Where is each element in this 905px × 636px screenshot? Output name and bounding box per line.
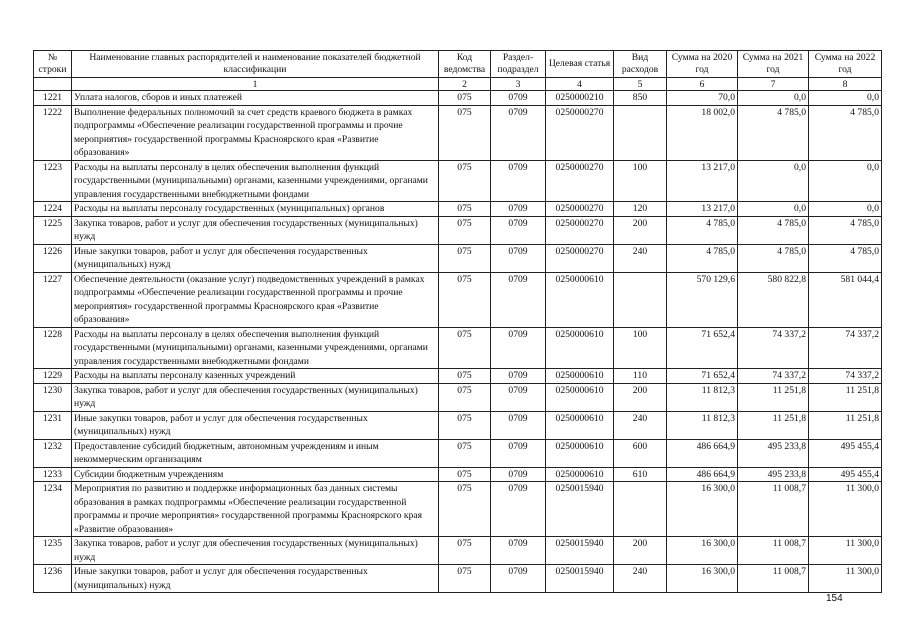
row-sum-2021: 11 008,7 [738, 537, 809, 565]
row-name: Иные закупки товаров, работ и услуг для обеспечения государственных (муниципальных) нужд [72, 244, 439, 272]
row-sum-2022: 495 455,4 [809, 439, 882, 467]
row-sum-2022: 11 300,0 [809, 482, 882, 537]
row-section: 0709 [491, 537, 546, 565]
table-row [34, 467, 882, 482]
table-row [34, 439, 882, 467]
row-number: 1233 [34, 467, 72, 482]
row-sum-2021: 11 251,8 [738, 411, 809, 439]
column-number: 2 [439, 78, 491, 91]
row-sum-2020: 13 217,0 [667, 160, 738, 202]
row-sum-2021: 4 785,0 [738, 244, 809, 272]
row-dept-code: 075 [439, 272, 491, 327]
row-expense-kind: 120 [614, 202, 667, 217]
row-sum-2021: 4 785,0 [738, 216, 809, 244]
row-number: 1226 [34, 244, 72, 272]
row-number: 1222 [34, 105, 72, 160]
table-row [34, 272, 882, 327]
row-sum-2020: 486 664,9 [667, 439, 738, 467]
row-name: Предоставление субсидий бюджетным, автономным учреждениям и иным некоммерческим организациям [72, 439, 439, 467]
row-target-article: 0250000270 [546, 216, 614, 244]
row-section: 0709 [491, 272, 546, 327]
row-section: 0709 [491, 369, 546, 384]
row-sum-2022: 495 455,4 [809, 467, 882, 482]
row-section: 0709 [491, 439, 546, 467]
row-dept-code: 075 [439, 467, 491, 482]
row-number: 1224 [34, 202, 72, 217]
row-sum-2022: 11 300,0 [809, 565, 882, 593]
row-name: Закупка товаров, работ и услуг для обеспечения государственных (муниципальных) нужд [72, 383, 439, 411]
row-sum-2020: 11 812,3 [667, 411, 738, 439]
row-sum-2020: 16 300,0 [667, 482, 738, 537]
row-target-article: 0250000610 [546, 369, 614, 384]
row-expense-kind: 200 [614, 216, 667, 244]
row-target-article: 0250000610 [546, 411, 614, 439]
row-dept-code: 075 [439, 537, 491, 565]
row-sum-2022: 11 251,8 [809, 383, 882, 411]
row-number: 1235 [34, 537, 72, 565]
row-expense-kind: 100 [614, 160, 667, 202]
row-name: Расходы на выплаты персоналу в целях обеспечения выполнения функций государственными (муниципальными) органами, казенными учреждениями, органами управления государственными внебюджетными фондами [72, 160, 439, 202]
row-sum-2022: 4 785,0 [809, 216, 882, 244]
table-row [34, 369, 882, 384]
row-sum-2020: 570 129,6 [667, 272, 738, 327]
row-sum-2022: 0,0 [809, 202, 882, 217]
row-sum-2022: 581 044,4 [809, 272, 882, 327]
header-sum-2022: Сумма на 2022 год [809, 51, 882, 78]
row-section: 0709 [491, 482, 546, 537]
row-expense-kind: 100 [614, 327, 667, 369]
row-sum-2021: 0,0 [738, 91, 809, 106]
row-sum-2022: 74 337,2 [809, 327, 882, 369]
header-expense-kind: Вид расходов [614, 51, 667, 78]
row-expense-kind: 600 [614, 439, 667, 467]
header-sum-2021: Сумма на 2021 год [738, 51, 809, 78]
row-name: Выполнение федеральных полномочий за счет средств краевого бюджета в рамках подпрограммы «Обеспечение реализации государственной программы и прочие мероприятия» государственной программы Красноярского края «Развитие образования» [72, 105, 439, 160]
row-sum-2021: 0,0 [738, 160, 809, 202]
row-sum-2020: 4 785,0 [667, 216, 738, 244]
row-name: Иные закупки товаров, работ и услуг для обеспечения государственных (муниципальных) нужд [72, 411, 439, 439]
row-section: 0709 [491, 216, 546, 244]
row-sum-2022: 0,0 [809, 160, 882, 202]
row-expense-kind: 240 [614, 244, 667, 272]
row-target-article: 0250000610 [546, 467, 614, 482]
row-number: 1234 [34, 482, 72, 537]
row-sum-2021: 495 233,8 [738, 439, 809, 467]
table-row [34, 482, 882, 537]
table-row [34, 327, 882, 369]
row-sum-2020: 16 300,0 [667, 537, 738, 565]
row-sum-2021: 74 337,2 [738, 327, 809, 369]
row-number: 1225 [34, 216, 72, 244]
row-expense-kind: 240 [614, 411, 667, 439]
row-target-article: 0250015940 [546, 537, 614, 565]
table-row [34, 91, 882, 106]
row-number: 1231 [34, 411, 72, 439]
header-target-article: Целевая статья [546, 51, 614, 78]
row-sum-2020: 4 785,0 [667, 244, 738, 272]
row-sum-2021: 11 008,7 [738, 565, 809, 593]
row-dept-code: 075 [439, 244, 491, 272]
row-target-article: 0250000270 [546, 244, 614, 272]
header-section: Раздел-подраздел [491, 51, 546, 78]
row-dept-code: 075 [439, 202, 491, 217]
table-row [34, 244, 882, 272]
column-number-row [34, 78, 882, 91]
table-row [34, 160, 882, 202]
row-target-article: 0250000610 [546, 272, 614, 327]
row-sum-2021: 11 008,7 [738, 482, 809, 537]
row-sum-2021: 0,0 [738, 202, 809, 217]
row-expense-kind: 610 [614, 467, 667, 482]
row-sum-2022: 11 300,0 [809, 537, 882, 565]
page-number: 154 [826, 593, 843, 604]
row-dept-code: 075 [439, 216, 491, 244]
row-sum-2020: 70,0 [667, 91, 738, 106]
row-number: 1227 [34, 272, 72, 327]
row-name: Закупка товаров, работ и услуг для обеспечения государственных (муниципальных) нужд [72, 537, 439, 565]
row-sum-2020: 71 652,4 [667, 369, 738, 384]
row-section: 0709 [491, 411, 546, 439]
row-name: Уплата налогов, сборов и иных платежей [72, 91, 439, 106]
column-number: 3 [491, 78, 546, 91]
row-number: 1229 [34, 369, 72, 384]
row-section: 0709 [491, 383, 546, 411]
column-number: 7 [738, 78, 809, 91]
table-row [34, 537, 882, 565]
row-name: Расходы на выплаты персоналу государственных (муниципальных) органов [72, 202, 439, 217]
column-number: 1 [72, 78, 439, 91]
table-row [34, 202, 882, 217]
table-row [34, 105, 882, 160]
row-dept-code: 075 [439, 327, 491, 369]
row-sum-2022: 0,0 [809, 91, 882, 106]
row-name: Мероприятия по развитию и поддержке информационных баз данных системы образования в рамках подпрограммы «Обеспечение реализации государственной программы и прочие мероприятия» государственной программы Красноярского края «Развитие образования» [72, 482, 439, 537]
row-target-article: 0250015940 [546, 565, 614, 593]
row-expense-kind: 200 [614, 383, 667, 411]
row-dept-code: 075 [439, 411, 491, 439]
row-section: 0709 [491, 160, 546, 202]
row-section: 0709 [491, 105, 546, 160]
column-number: 4 [546, 78, 614, 91]
row-name: Расходы на выплаты персоналу казенных учреждений [72, 369, 439, 384]
header-sum-2020: Сумма на 2020 год [667, 51, 738, 78]
row-sum-2020: 18 002,0 [667, 105, 738, 160]
row-sum-2021: 495 233,8 [738, 467, 809, 482]
row-target-article: 0250000210 [546, 91, 614, 106]
row-dept-code: 075 [439, 91, 491, 106]
row-sum-2022: 74 337,2 [809, 369, 882, 384]
row-sum-2021: 74 337,2 [738, 369, 809, 384]
column-number: 8 [809, 78, 882, 91]
row-sum-2022: 4 785,0 [809, 244, 882, 272]
row-expense-kind [614, 105, 667, 160]
row-sum-2020: 11 812,3 [667, 383, 738, 411]
row-expense-kind [614, 272, 667, 327]
row-expense-kind: 110 [614, 369, 667, 384]
table-row [34, 383, 882, 411]
row-sum-2020: 16 300,0 [667, 565, 738, 593]
row-expense-kind: 200 [614, 537, 667, 565]
row-dept-code: 075 [439, 439, 491, 467]
row-name: Расходы на выплаты персоналу в целях обеспечения выполнения функций государственными (муниципальными) органами, казенными учреждениями, органами управления государственными внебюджетными фондами [72, 327, 439, 369]
row-name: Закупка товаров, работ и услуг для обеспечения государственных (муниципальных) нужд [72, 216, 439, 244]
table-row [34, 216, 882, 244]
row-sum-2021: 580 822,8 [738, 272, 809, 327]
row-name: Обеспечение деятельности (оказание услуг) подведомственных учреждений в рамках подпрограммы «Обеспечение реализации государственной программы и прочие мероприятия» государственной программы Красноярского края «Развитие образования» [72, 272, 439, 327]
row-name: Иные закупки товаров, работ и услуг для обеспечения государственных (муниципальных) нужд [72, 565, 439, 593]
row-target-article: 0250000610 [546, 383, 614, 411]
row-sum-2022: 4 785,0 [809, 105, 882, 160]
row-sum-2020: 13 217,0 [667, 202, 738, 217]
row-dept-code: 075 [439, 565, 491, 593]
header-name: Наименование главных распорядителей и наименование показателей бюджетной классификации [72, 51, 439, 78]
header-row [34, 51, 882, 78]
row-section: 0709 [491, 91, 546, 106]
row-number: 1221 [34, 91, 72, 106]
row-section: 0709 [491, 202, 546, 217]
row-dept-code: 075 [439, 482, 491, 537]
row-dept-code: 075 [439, 160, 491, 202]
row-sum-2022: 11 251,8 [809, 411, 882, 439]
row-target-article: 0250000270 [546, 202, 614, 217]
row-number: 1236 [34, 565, 72, 593]
header-row-number: № строки [34, 51, 72, 78]
row-expense-kind: 240 [614, 565, 667, 593]
table-row [34, 565, 882, 593]
row-dept-code: 075 [439, 105, 491, 160]
row-sum-2020: 71 652,4 [667, 327, 738, 369]
row-number: 1232 [34, 439, 72, 467]
column-number: 5 [614, 78, 667, 91]
column-number [34, 78, 72, 91]
row-section: 0709 [491, 565, 546, 593]
column-number: 6 [667, 78, 738, 91]
row-target-article: 0250000270 [546, 105, 614, 160]
row-number: 1230 [34, 383, 72, 411]
row-dept-code: 075 [439, 383, 491, 411]
header-dept-code: Код ведомства [439, 51, 491, 78]
row-target-article: 0250000610 [546, 439, 614, 467]
row-expense-kind [614, 482, 667, 537]
row-target-article: 0250000610 [546, 327, 614, 369]
budget-table [33, 50, 882, 593]
table-row [34, 411, 882, 439]
row-sum-2021: 11 251,8 [738, 383, 809, 411]
row-section: 0709 [491, 244, 546, 272]
row-number: 1228 [34, 327, 72, 369]
row-target-article: 0250015940 [546, 482, 614, 537]
row-section: 0709 [491, 327, 546, 369]
row-sum-2021: 4 785,0 [738, 105, 809, 160]
row-section: 0709 [491, 467, 546, 482]
row-sum-2020: 486 664,9 [667, 467, 738, 482]
row-dept-code: 075 [439, 369, 491, 384]
row-name: Субсидии бюджетным учреждениям [72, 467, 439, 482]
row-target-article: 0250000270 [546, 160, 614, 202]
row-expense-kind: 850 [614, 91, 667, 106]
row-number: 1223 [34, 160, 72, 202]
